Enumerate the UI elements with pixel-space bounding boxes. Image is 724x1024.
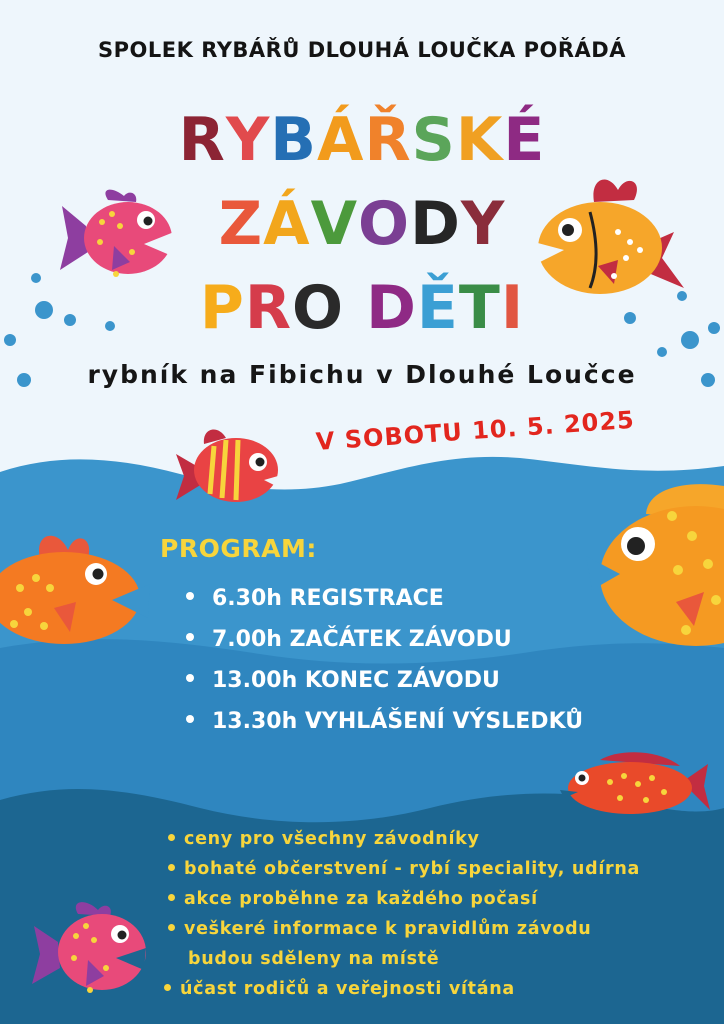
info-item: účast rodičů a veřejnosti vítána [164, 976, 640, 1006]
title-line-2 [0, 189, 724, 259]
info-list [168, 826, 640, 1006]
program-item: 13.00h KONEC ZÁVODU [186, 664, 583, 705]
title-letter: D [410, 189, 461, 259]
program-item: 6.30h REGISTRACE [186, 582, 583, 623]
title-letter: V [310, 189, 359, 259]
title-letter: É [503, 105, 546, 175]
event-date: V SOBOTU 10. 5. 2025 [315, 405, 636, 456]
title-line-1 [0, 105, 724, 175]
big-orange-fish-icon [586, 480, 724, 652]
red-fish-icon [560, 748, 712, 818]
title-letter: Z [218, 189, 264, 259]
title-letter: Á [263, 189, 311, 259]
title-letter: D [366, 273, 417, 343]
program-item: 7.00h ZAČÁTEK ZÁVODU [186, 623, 583, 664]
red-striped-fish-icon [174, 424, 282, 514]
title-line-3 [0, 273, 724, 343]
title-letter: I [500, 273, 525, 343]
title-letter: Á [317, 105, 365, 175]
title-letter: B [270, 105, 318, 175]
title-letter: O [292, 273, 345, 343]
pink-fish-bottom-icon [28, 896, 146, 1002]
program-heading: PROGRAM: [160, 534, 317, 563]
program-item: 13.30h VYHLÁŠENÍ VÝSLEDKŮ [186, 705, 583, 746]
title-letter: Y [460, 189, 506, 259]
info-item: ceny pro všechny závodníky [168, 826, 640, 856]
info-item: veškeré informace k pravidlům závodu [168, 916, 640, 946]
title-letter: O [358, 189, 411, 259]
info-item: akce proběhne za každého počasí [168, 886, 640, 916]
info-item: bohaté občerstvení - rybí speciality, udírna [168, 856, 640, 886]
title-letter: T [458, 273, 501, 343]
title-letter: Y [225, 105, 271, 175]
organizer-line: SPOLEK RYBÁŘŮ DLOUHÁ LOUČKA POŘÁDÁ [98, 38, 626, 62]
title-letter: P [199, 273, 245, 343]
title-letter: Ř [364, 105, 412, 175]
title-letter: Ě [416, 273, 459, 343]
title-letter [344, 278, 366, 338]
venue: rybník na Fibichu v Dlouhé Loučce [87, 360, 637, 389]
title-letter: S [411, 105, 456, 175]
orange-dotted-fish-icon [0, 528, 150, 662]
title-letter: R [244, 273, 293, 343]
title-letter: R [178, 105, 226, 175]
title-letter: K [455, 105, 504, 175]
info-item-continuation: budou sděleny na místě [188, 949, 440, 969]
program-list [186, 582, 583, 746]
